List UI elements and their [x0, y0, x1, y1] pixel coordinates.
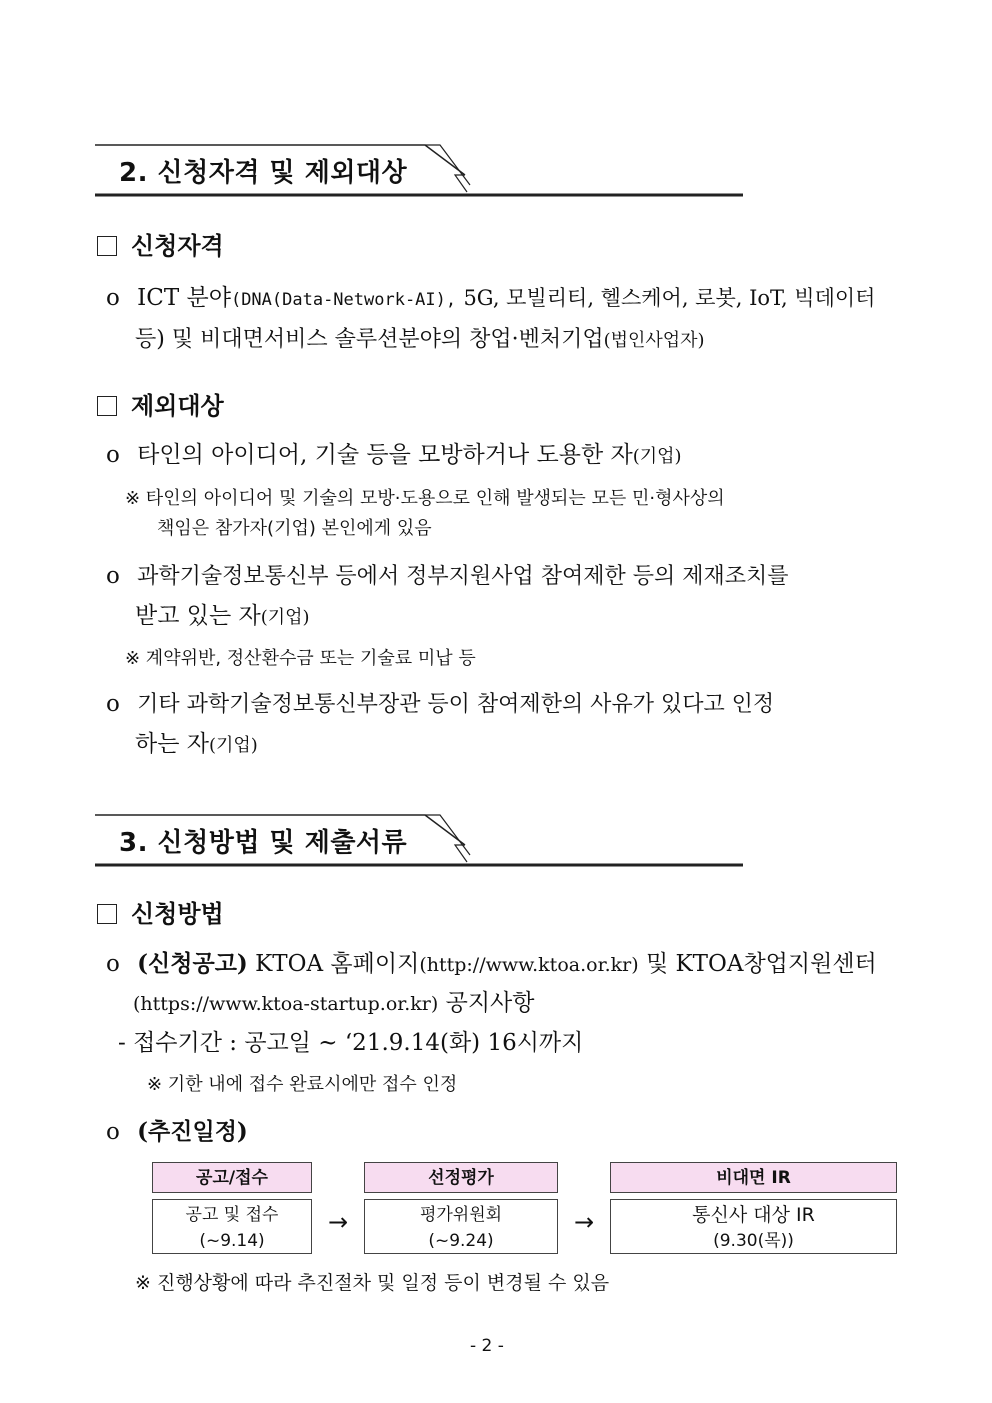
bullet: o: [106, 691, 120, 717]
flow-step-head: 비대면 IR: [610, 1162, 897, 1193]
text: 타인의 아이디어, 기술 등을 모방하거나 도용한 자: [137, 442, 633, 468]
method-heading: [97, 894, 224, 929]
flow-step-box: [610, 1199, 897, 1254]
flow-step-head: 선정평가: [364, 1162, 558, 1193]
flow-step-box: [364, 1199, 558, 1254]
method-item-cont: [133, 990, 535, 1018]
text: (기업): [260, 607, 310, 628]
heading-text: 신청자격: [131, 231, 224, 260]
bullet: o: [106, 285, 120, 311]
bullet: o: [106, 951, 120, 977]
exclusion-item-cont: [135, 603, 310, 631]
text: 등) 및 비대면서비스 솔루션분야의 창업·벤처기업: [135, 327, 604, 352]
exclusion-note: ※ 타인의 아이디어 및 기술의 모방·도용으로 인해 발생되는 모든 민·형사상의: [125, 488, 725, 509]
heading-text: 신청방법: [131, 899, 224, 928]
flow-step-line: 평가위원회: [419, 1205, 503, 1225]
flow-step-date: (9.30(목)): [713, 1231, 794, 1251]
flow-step-line: 공고 및 접수: [185, 1205, 279, 1225]
text: 및 KTOA창업지원센터: [645, 951, 877, 977]
exclusion-heading: [97, 386, 224, 421]
text: (DNA(Data-Network-AI),: [230, 290, 457, 310]
link[interactable]: (http://www.ktoa.or.kr): [419, 954, 639, 976]
method-period: - 접수기간 : 공고일 ~ ‘21.9.14(화) 16시까지: [118, 1030, 584, 1056]
text: KTOA 홈페이지: [255, 951, 420, 977]
flow-step-box: [152, 1199, 312, 1254]
flow-note: ※ 진행상황에 따라 추진절차 및 일정 등이 변경될 수 있음: [135, 1272, 610, 1294]
page-number: - 2 -: [470, 1336, 504, 1356]
text: 공지사항: [445, 990, 535, 1016]
exclusion-note: ※ 계약위반, 정산환수금 또는 기술료 미납 등: [125, 648, 476, 669]
heading-text: 제외대상: [131, 391, 224, 420]
exclusion-item: [106, 563, 788, 591]
section-title-bar-3: [95, 810, 745, 870]
exclusion-note-cont: 책임은 참가자(기업) 본인에게 있음: [157, 518, 432, 539]
checkbox-icon: [97, 904, 117, 924]
exclusion-item-cont: [135, 731, 258, 759]
section-title: 2. 신청자격 및 제외대상: [119, 158, 408, 188]
eligibility-heading: [97, 226, 224, 261]
flow-step-head: 공고/접수: [152, 1162, 312, 1193]
method-schedule: [106, 1118, 248, 1147]
link[interactable]: (https://www.ktoa-startup.or.kr): [133, 993, 439, 1015]
label: (추진일정): [137, 1118, 248, 1145]
section-title: 3. 신청방법 및 제출서류: [119, 828, 408, 858]
text: ICT 분야: [137, 285, 231, 311]
method-item: [106, 950, 877, 979]
text: 하는 자: [135, 731, 209, 757]
section-title-bar-2: [95, 140, 745, 200]
text: 과학기술정보통신부 등에서 정부지원사업 참여제한 등의 제재조치를: [137, 564, 789, 589]
flow-step-date: (~9.14): [199, 1231, 265, 1251]
text: (기업): [632, 446, 682, 467]
text: (기업): [208, 735, 258, 756]
text: (법인사업자): [603, 330, 705, 351]
text: 기타 과학기술정보통신부장관 등이 참여제한의 사유가 있다고 인정: [137, 692, 775, 717]
flow-step-date: (~9.24): [428, 1231, 494, 1251]
eligibility-item-cont: [135, 326, 705, 354]
label: (신청공고): [137, 950, 248, 977]
arrow-icon: →: [328, 1208, 349, 1236]
checkbox-icon: [97, 236, 117, 256]
exclusion-item: [106, 691, 774, 719]
arrow-icon: →: [574, 1208, 595, 1236]
method-note: ※ 기한 내에 접수 완료시에만 접수 인정: [147, 1074, 458, 1095]
bullet: o: [106, 442, 120, 468]
checkbox-icon: [97, 396, 117, 416]
bullet: o: [106, 1119, 120, 1145]
flow-step-line: 통신사 대상 IR: [692, 1204, 815, 1226]
exclusion-item: [106, 442, 682, 470]
text: 받고 있는 자: [135, 603, 261, 629]
text: 5G, 모빌리티, 헬스케어, 로봇, IoT, 빅데이터: [463, 286, 876, 310]
eligibility-item: [106, 285, 875, 313]
bullet: o: [106, 563, 120, 589]
